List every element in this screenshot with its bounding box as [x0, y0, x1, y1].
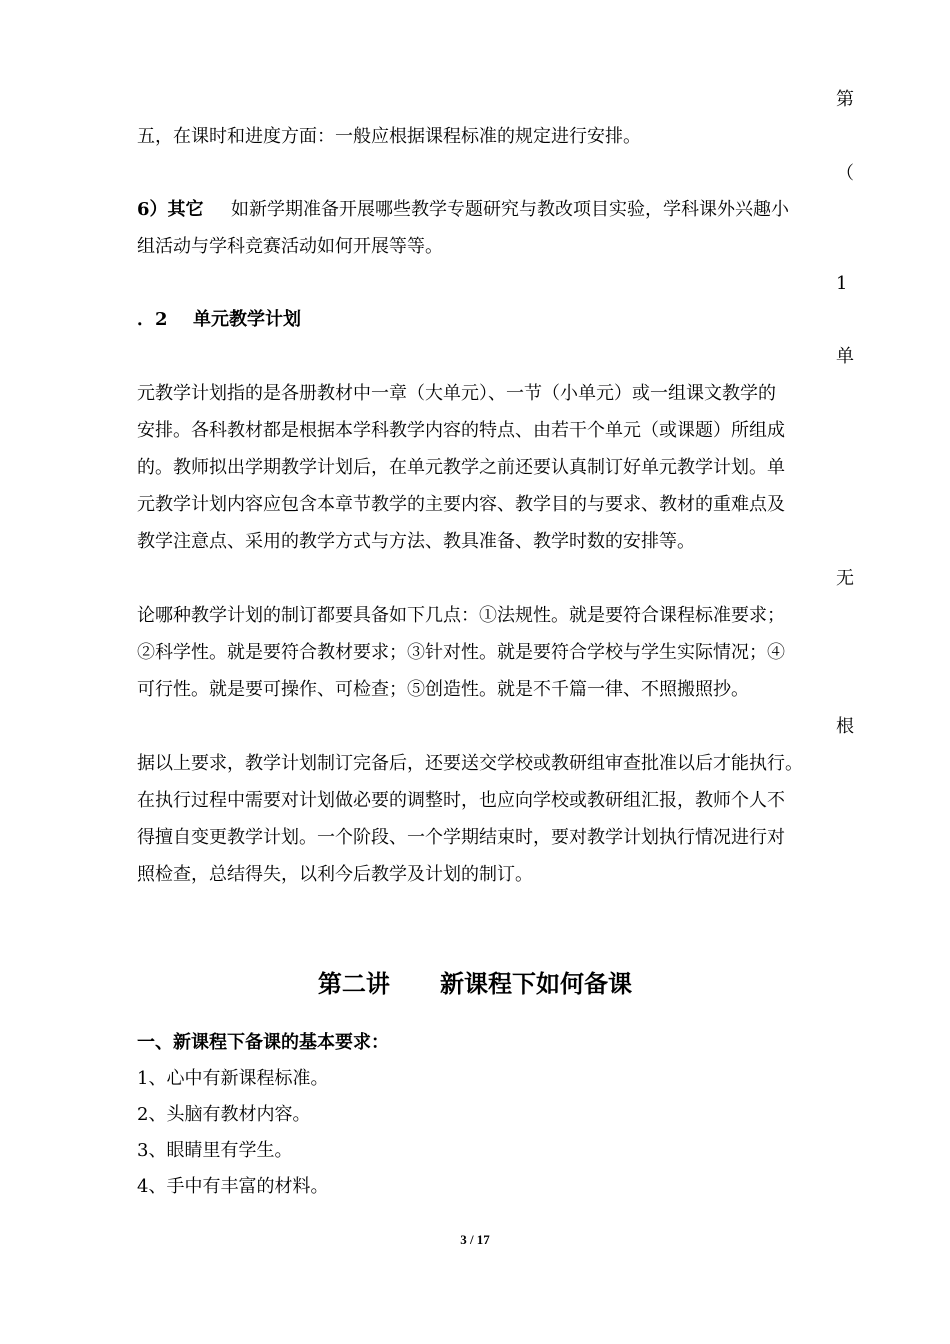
paragraph-line: 安排。各科教材都是根据本学科教学内容的特点、由若干个单元（或课题）所组成 [137, 420, 785, 441]
section-number: ．2 [137, 309, 168, 330]
other-line: 如新学期准备开展哪些教学专题研究与教改项目实验，学科课外兴趣小 [231, 199, 789, 220]
margin-char: 根 [836, 716, 854, 737]
list-item: 3、眼睛里有学生。 [137, 1140, 293, 1161]
margin-char: 1 [836, 273, 848, 294]
paragraph-line: 的。教师拟出学期教学计划后，在单元教学之前还要认真制订好单元教学计划。单 [137, 457, 785, 478]
other-line: 组活动与学科竞赛活动如何开展等等。 [137, 236, 443, 257]
paragraph-line: 元教学计划内容应包含本章节教学的主要内容、教学目的与要求、教材的重难点及 [137, 494, 785, 515]
margin-char: 第 [836, 89, 854, 110]
paragraph-line: 教学注意点、采用的教学方式与方法、教具准备、教学时数的安排等。 [137, 531, 695, 552]
paragraph-line: 得擅自变更教学计划。一个阶段、一个学期结束时，要对教学计划执行情况进行对 [137, 827, 785, 848]
paragraph-schedule: 五，在课时和进度方面：一般应根据课程标准的规定进行安排。 [137, 126, 641, 147]
margin-char: （ [836, 163, 854, 184]
margin-char: 单 [836, 346, 854, 367]
paragraph-line: 据以上要求，教学计划制订完备后，还要送交学校或教研组审查批准以后才能执行。 [137, 753, 803, 774]
paragraph-line: 照检查，总结得失，以利今后教学及计划的制订。 [137, 864, 533, 885]
paragraph-line: 在执行过程中需要对计划做必要的调整时，也应向学校或教研组汇报，教师个人不 [137, 790, 785, 811]
paragraph-line: ②科学性。就是要符合教材要求；③针对性。就是要符合学校与学生实际情况；④ [137, 642, 785, 663]
list-item: 4、手中有丰富的材料。 [137, 1176, 329, 1197]
list-item: 1、心中有新课程标准。 [137, 1068, 329, 1089]
other-label: 6）其它 [137, 199, 204, 220]
list-item: 2、头脑有教材内容。 [137, 1104, 311, 1125]
paragraph-line: 元教学计划指的是各册教材中一章（大单元）、一节（小单元）或一组课文教学的 [137, 383, 776, 404]
paragraph-line: 论哪种教学计划的制订都要具备如下几点：①法规性。就是要符合课程标准要求； [137, 605, 785, 626]
requirements-heading: 一、新课程下备课的基本要求： [137, 1032, 389, 1053]
paragraph-line: 可行性。就是要可操作、可检查；⑤创造性。就是不千篇一律、不照搬照抄。 [137, 679, 749, 700]
section-title: 单元教学计划 [193, 309, 301, 330]
margin-char: 无 [836, 568, 854, 589]
page-number: 3 / 17 [460, 1232, 490, 1247]
lecture-title: 第二讲 新课程下如何备课 [317, 969, 633, 998]
